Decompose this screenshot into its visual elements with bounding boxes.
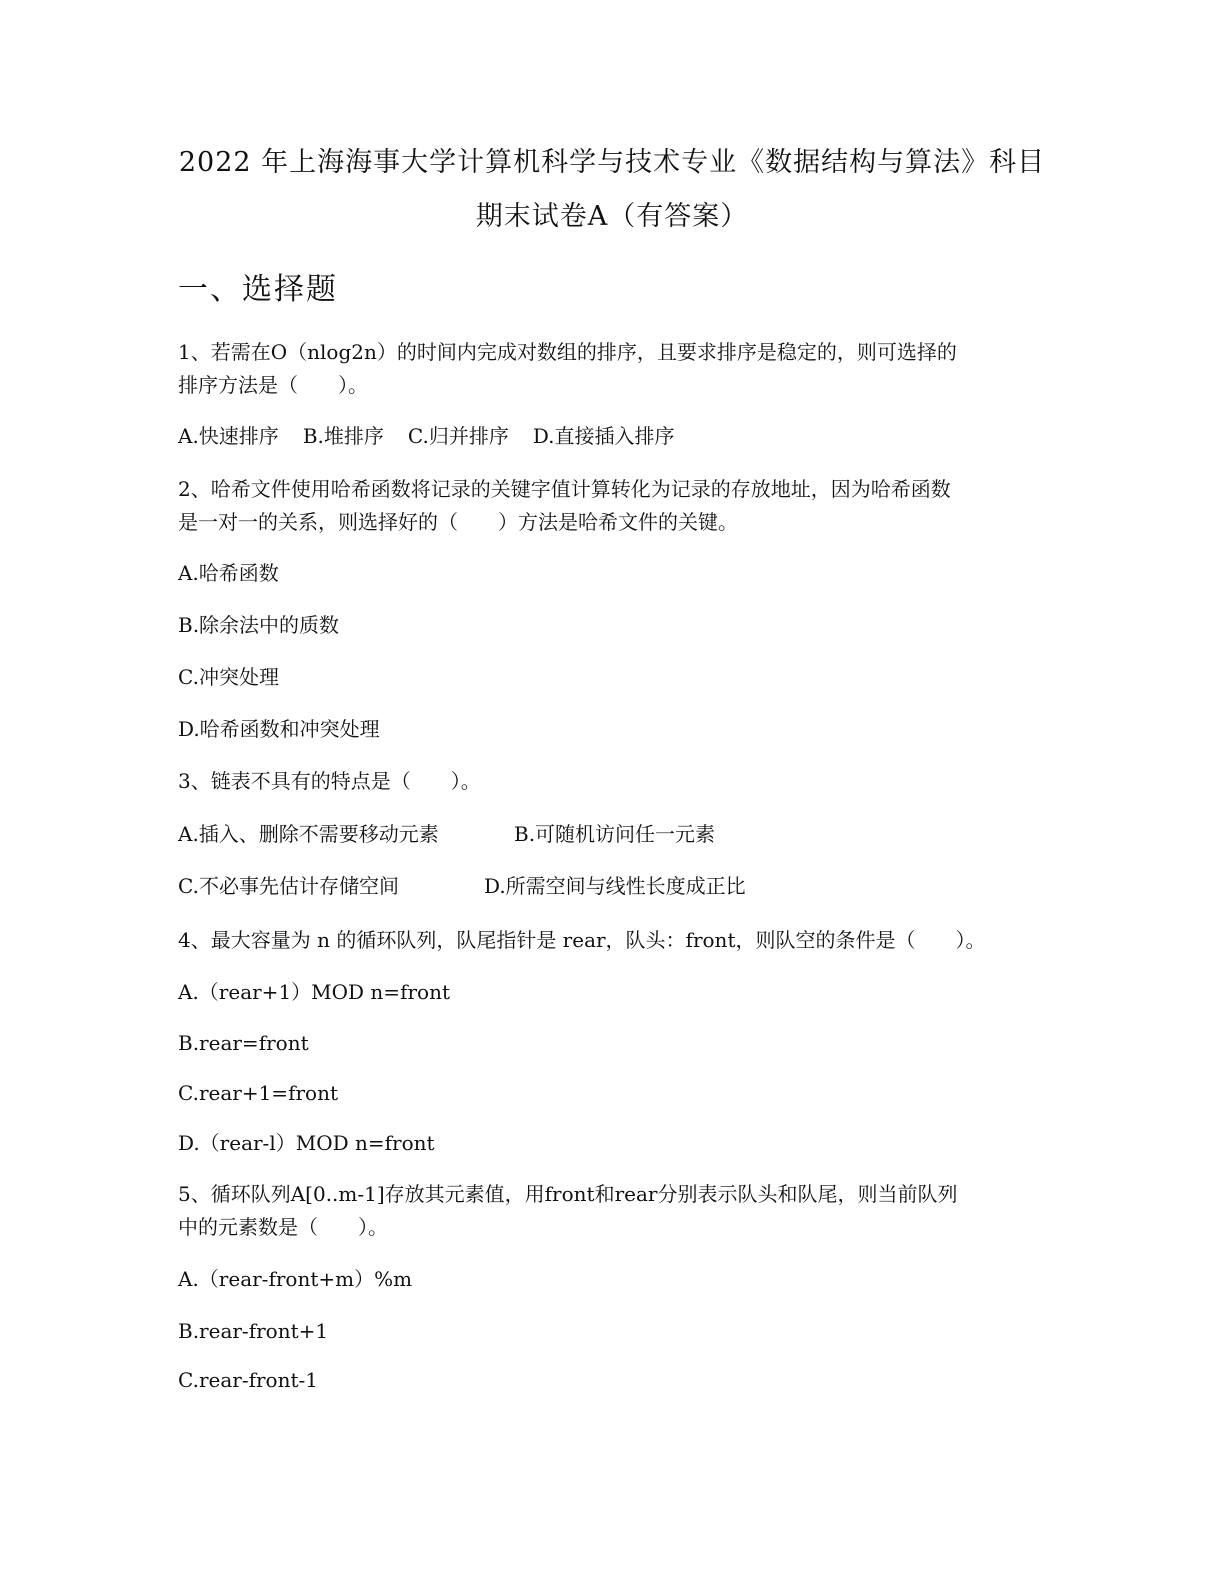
q3-stem: 3、链表不具有的特点是（ ）。 bbox=[178, 769, 481, 793]
q4-option-d: D.（rear-l）MOD n=front bbox=[178, 1131, 435, 1155]
q5-option-a: A.（rear-front+m）%m bbox=[178, 1267, 413, 1291]
exam-title-line2: 期末试卷A（有答案） bbox=[475, 201, 749, 232]
q5-option-b: B.rear-front+1 bbox=[178, 1319, 329, 1343]
q2-option-a: A.哈希函数 bbox=[178, 561, 279, 585]
q3-options-row1 bbox=[178, 821, 715, 847]
q2-stem-line1: 2、哈希文件使用哈希函数将记录的关键字值计算转化为记录的存放地址，因为哈希函数 bbox=[178, 477, 951, 501]
q1-option-b: B.堆排序 bbox=[302, 424, 384, 448]
q3-option-d: D.所需空间与线性长度成正比 bbox=[484, 874, 746, 898]
q4-option-a: A.（rear+1）MOD n=front bbox=[178, 980, 450, 1004]
q3-option-c: C.不必事先估计存储空间 bbox=[178, 874, 399, 898]
q3-option-a: A.插入、删除不需要移动元素 bbox=[178, 822, 439, 846]
q5-option-c: C.rear-front-1 bbox=[178, 1368, 318, 1392]
q3-options-row2 bbox=[178, 873, 746, 899]
q4-stem: 4、最大容量为 n 的循环队列，队尾指针是 rear，队头：front，则队空的条件是（ ）。 bbox=[178, 928, 986, 952]
q4-option-b: B.rear=front bbox=[178, 1031, 309, 1055]
q2-stem-line2: 是一对一的关系，则选择好的（ ）方法是哈希文件的关键。 bbox=[178, 510, 738, 534]
q1-option-a: A.快速排序 bbox=[178, 424, 279, 448]
q3-option-b: B.可随机访问任一元素 bbox=[514, 822, 716, 846]
section-heading-choice: 一、选择题 bbox=[178, 272, 338, 307]
q5-stem-line2: 中的元素数是（ ）。 bbox=[178, 1215, 388, 1239]
q1-options bbox=[178, 423, 699, 449]
q4-option-c: C.rear+1=front bbox=[178, 1081, 338, 1105]
q5-stem-line1: 5、循环队列A[0..m-1]存放其元素值，用front和rear分别表示队头和队尾，则当前队列 bbox=[178, 1182, 958, 1206]
q1-option-c: C.归并排序 bbox=[407, 424, 509, 448]
q2-option-d: D.哈希函数和冲突处理 bbox=[178, 717, 380, 741]
q1-stem-line2: 排序方法是（ ）。 bbox=[178, 373, 368, 397]
q2-option-b: B.除余法中的质数 bbox=[178, 613, 340, 637]
q1-option-d: D.直接插入排序 bbox=[532, 424, 675, 448]
exam-title-line1: 2022 年上海海事大学计算机科学与技术专业《数据结构与算法》科目 bbox=[178, 147, 1046, 178]
q1-stem-line1: 1、若需在O（nlog2n）的时间内完成对数组的排序，且要求排序是稳定的，则可选择的 bbox=[178, 340, 957, 364]
q2-option-c: C.冲突处理 bbox=[178, 665, 279, 689]
